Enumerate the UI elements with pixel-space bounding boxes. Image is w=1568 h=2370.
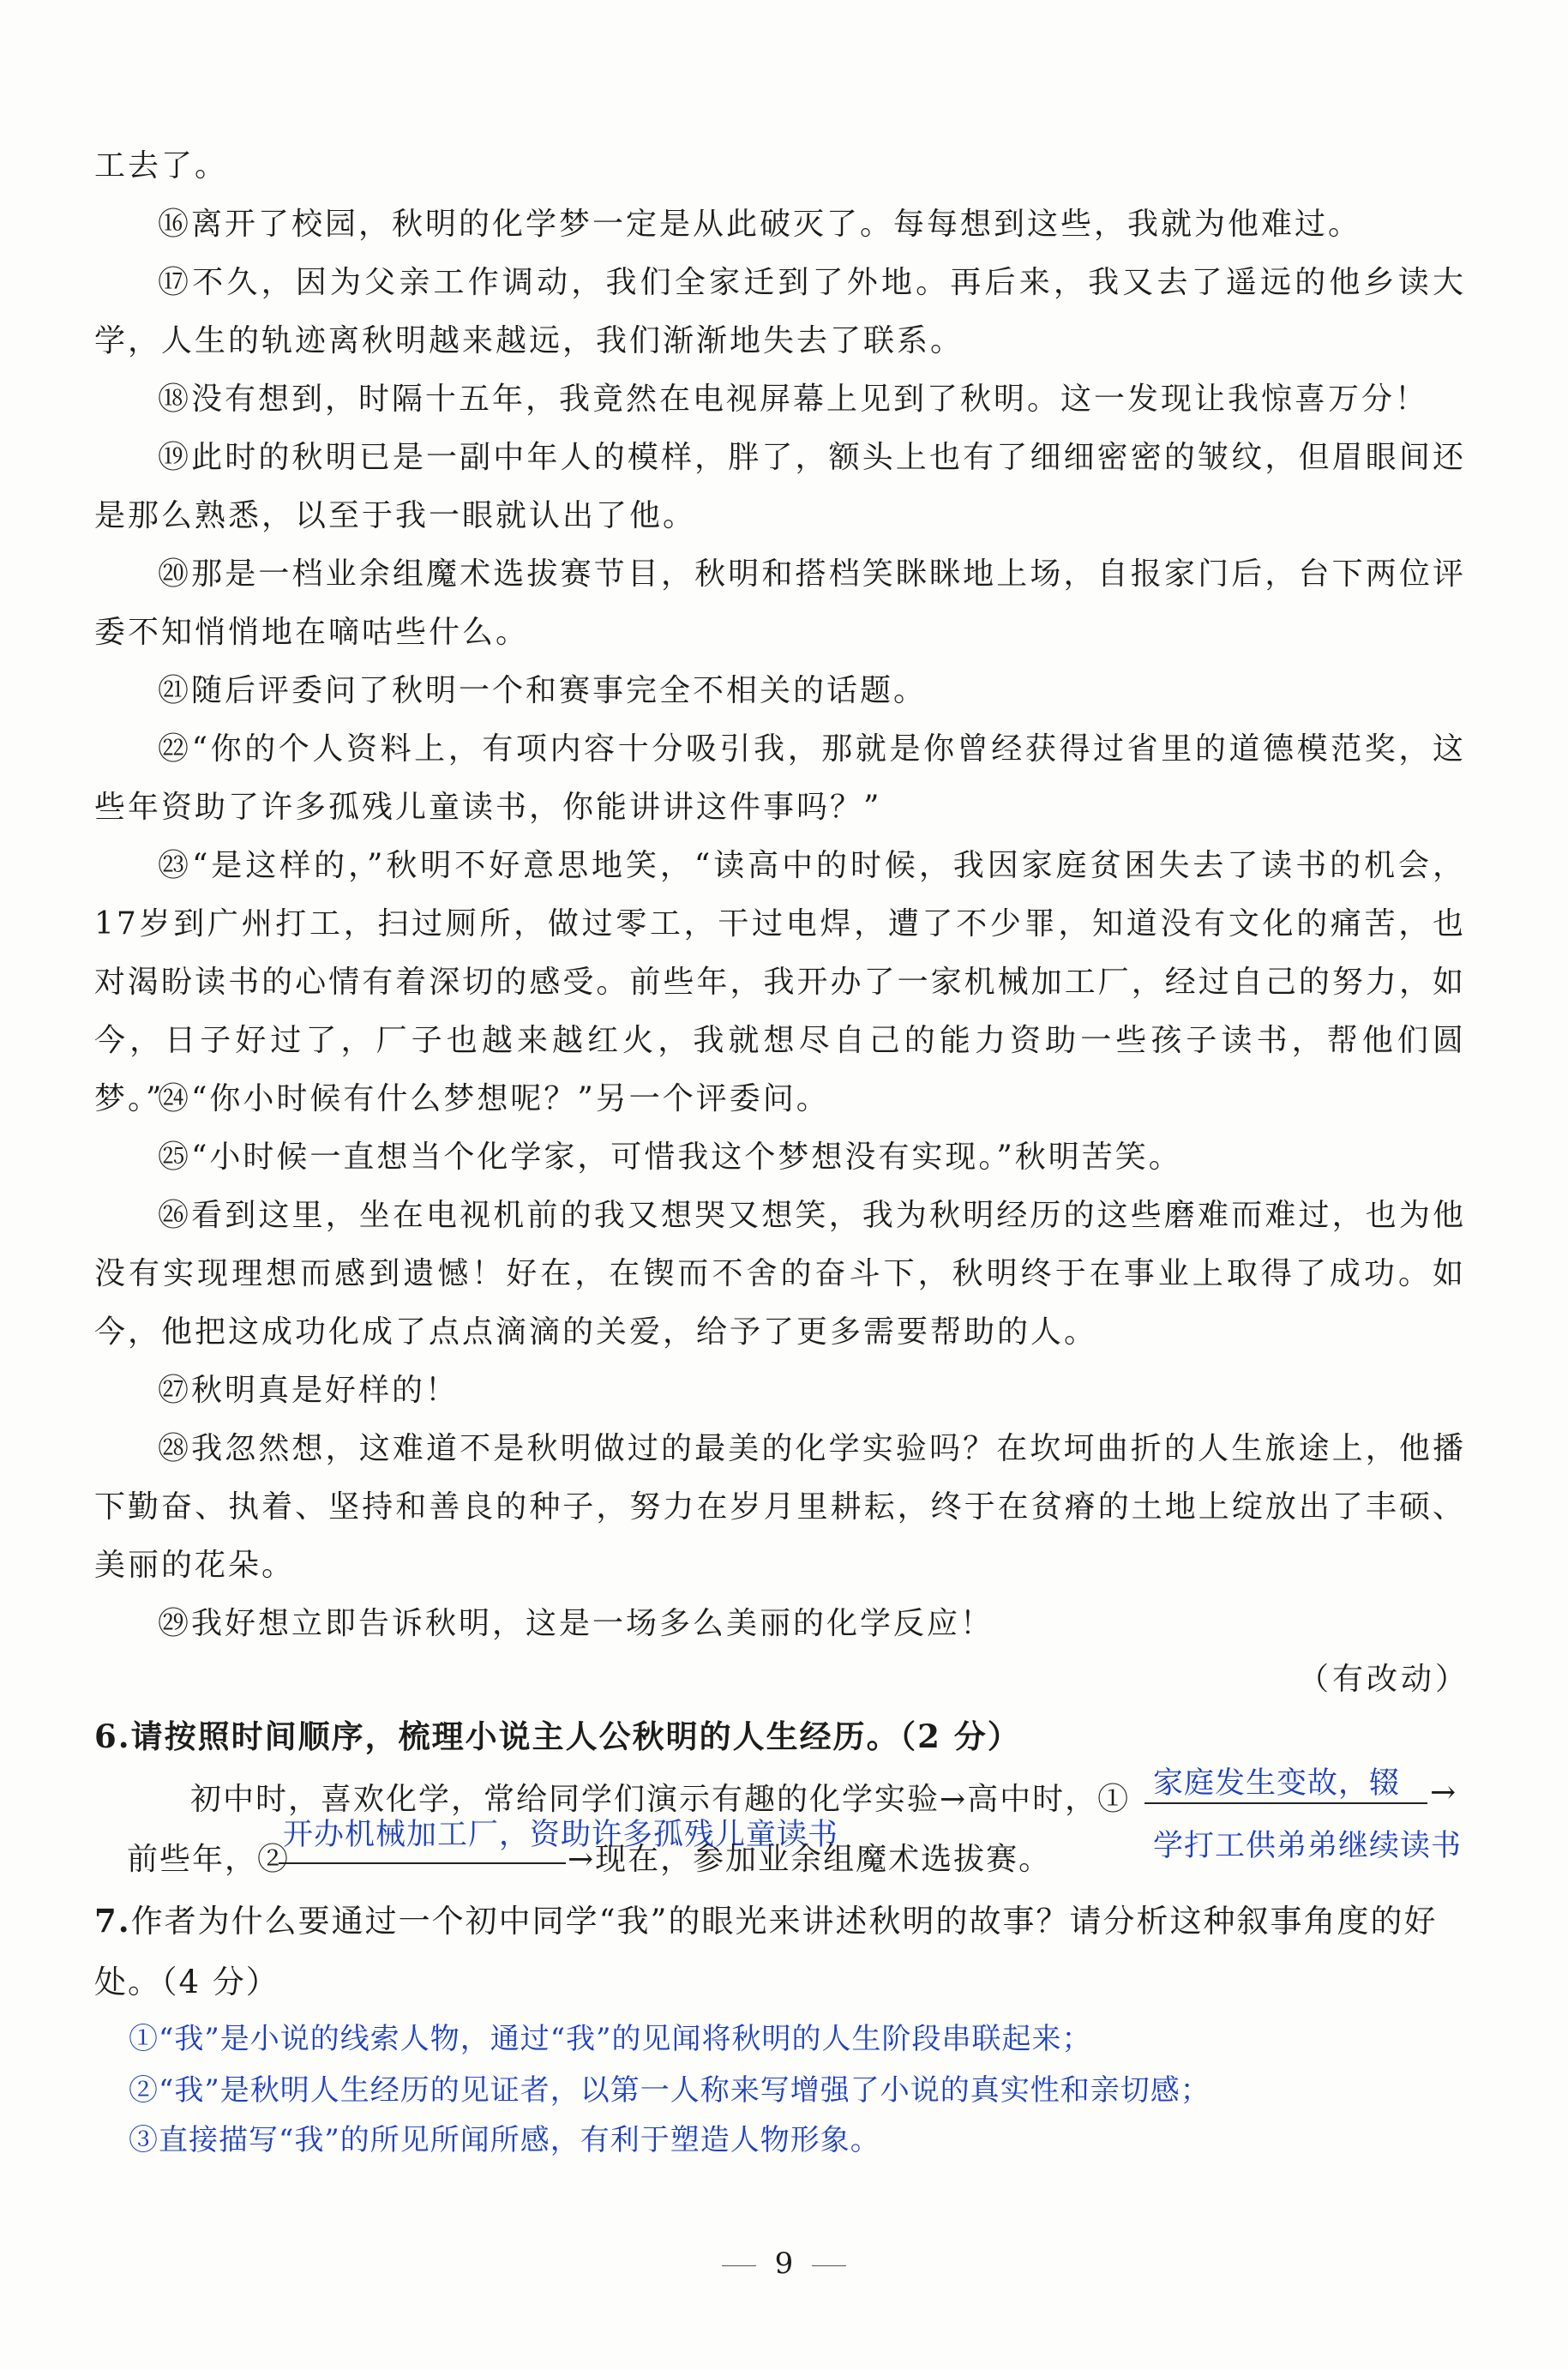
paragraph-20: ⑳那是一档业余组魔术选拔赛节目，秋明和搭档笑眯眯地上场，自报家门后，台下两位评委不知悄悄地在嘀咕些什么。 xyxy=(94,556,1466,650)
paragraph-21: ㉑随后评委问了秋明一个和赛事完全不相关的话题。 xyxy=(158,673,928,708)
question-6-line1: 初中时，喜欢化学，常给同学们演示有趣的化学实验→高中时，① xyxy=(190,1782,1131,1817)
answer-6-1-part2: 学打工供弟弟继续读书 xyxy=(1153,1829,1463,1863)
answer-6-2: 开办机械加工厂，资助许多孤残儿童读书 xyxy=(283,1818,839,1852)
paragraph-19: ⑲此时的秋明已是一副中年人的模样，胖了，额头上也有了细细密密的皱纹，但眉眼间还是那么熟悉，以至于我一眼就认出了他。 xyxy=(94,440,1466,533)
answer-6-2-underline xyxy=(279,1862,566,1864)
question-7-text: 作者为什么要通过一个初中同学“我”的眼光来讲述秋明的故事？请分析这种叙事角度的好处。（4 分） xyxy=(94,1903,1438,2000)
page-number-left-dash xyxy=(722,2265,756,2266)
answer-7-3: ③直接描写“我”的所见所闻所感，有利于塑造人物形象。 xyxy=(129,2123,880,2157)
paragraph-22: ㉒“你的个人资料上，有项内容十分吸引我，那就是你曾经获得过省里的道德模范奖，这些年资助了许多孤残儿童读书，你能讲讲这件事吗？” xyxy=(94,731,1466,825)
page-number xyxy=(0,2247,1568,2281)
paragraph-16: ⑯离开了校园，秋明的化学梦一定是从此破灭了。每每想到这些，我就为他难过。 xyxy=(158,207,1362,242)
paragraph-29: ㉙我好想立即告诉秋明，这是一场多么美丽的化学反应！ xyxy=(158,1606,994,1641)
question-6-text: 请按照时间顺序，梳理小说主人公秋明的人生经历。（2 分） xyxy=(130,1717,1021,1755)
paragraph-27: ㉗秋明真是好样的！ xyxy=(158,1373,460,1408)
paragraph-17: ⑰不久，因为父亲工作调动，我们全家迁到了外地。再后来，我又去了遥远的他乡读大学，人生的轨迹离秋明越来越远，我们渐渐地失去了联系。 xyxy=(94,265,1466,358)
question-6-title xyxy=(94,1706,1475,1766)
answer-6-1-part1: 家庭发生变故，辍 xyxy=(1153,1766,1401,1801)
page-number-right-dash xyxy=(812,2265,846,2266)
answer-7-2: ②“我”是秋明人生经历的见证者，以第一人称来写增强了小说的真实性和亲切感； xyxy=(129,2073,1211,2108)
paragraph-25: ㉕“小时候一直想当个化学家，可惜我这个梦想没有实现。”秋明苦笑。 xyxy=(158,1140,1182,1175)
paragraph-24: ㉔“你小时候有什么梦想呢？”另一个评委问。 xyxy=(158,1081,830,1116)
page-number-value: 9 xyxy=(774,2247,794,2281)
question-6-number: 6. xyxy=(94,1717,131,1755)
paragraph-28: ㉘我忽然想，这难道不是秋明做过的最美的化学实验吗？在坎坷曲折的人生旅途上，他播下勤奋、执着、坚持和善良的种子，努力在岁月里耕耘，终于在贫瘠的土地上绽放出了丰硕、美丽的花朵。 xyxy=(94,1431,1466,1583)
question-7-title xyxy=(94,1891,1475,2012)
question-6-line2-suffix: →现在，参加业余组魔术选拔赛。 xyxy=(568,1842,1052,1877)
paragraph-26: ㉖看到这里，坐在电视机前的我又想哭又想笑，我为秋明经历的这些磨难而难过，也为他没有实现理想而感到遗憾！好在，在锲而不舍的奋斗下，秋明终于在事业上取得了成功。如今，他把这成功化成了点点滴滴的关爱，给予了更多需要帮助的人。 xyxy=(94,1198,1466,1350)
arrow-symbol: → xyxy=(1430,1775,1458,1810)
answer-7-1: ①“我”是小说的线索人物，通过“我”的见闻将秋明的人生阶段串联起来； xyxy=(129,2022,1092,2056)
answer-6-1-underline xyxy=(1144,1802,1427,1804)
question-7-number: 7. xyxy=(94,1902,131,1940)
paragraph-23: ㉓“是这样的，”秋明不好意思地笑，“读高中的时候，我因家庭贫困失去了读书的机会，17岁到广州打工，扫过厕所，做过零工，干过电焊，遭了不少罪，知道没有文化的痛苦，也对渴盼读书的心情有着深切的感受。前些年，我开办了一家机械加工厂，经过自己的努力，如今，日子好过了，厂子也越来越红火，我就想尽自己的能力资助一些孩子读书，帮他们圆梦。” xyxy=(94,848,1466,1116)
source-note: （有改动） xyxy=(1297,1662,1469,1697)
question-6-line2-prefix: 前些年，② xyxy=(127,1842,291,1877)
paragraph-continuation: 工去了。 xyxy=(94,148,229,183)
paragraph-18: ⑱没有想到，时隔十五年，我竟然在电视屏幕上见到了秋明。这一发现让我惊喜万分！ xyxy=(158,382,1429,417)
